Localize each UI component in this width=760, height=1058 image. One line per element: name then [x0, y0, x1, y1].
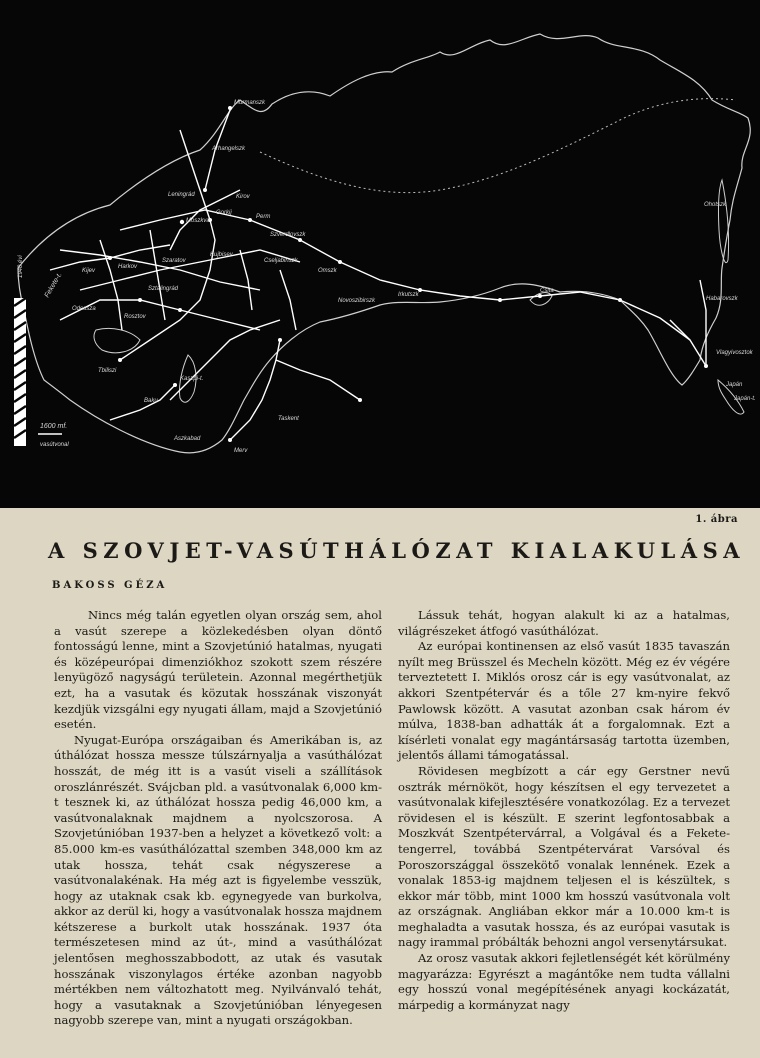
map-label-irkutszk: Irkutszk: [398, 292, 419, 298]
map-label-leningrad: Leningrád: [168, 192, 195, 198]
map-label-kirov: Kirov: [236, 194, 250, 200]
map-label-caspian: Kaszpi-t.: [180, 376, 204, 382]
map-label-merv: Merv: [234, 448, 248, 454]
map-svg: [0, 0, 760, 508]
map-label-japan: Japán: [726, 382, 743, 388]
scale-label: 1600 mf.: [40, 423, 68, 430]
paragraph: Az orosz vasutak akkori fejletlenségét két körülmény magyarázza: Egyrészt a magántőke nem tudta vállalni egy hosszú vonal megépítésének anyagi kockázatát, márpedig a kormányzat nagy: [398, 951, 730, 1012]
paragraph: Rövidesen megbízott a cár egy Gerstner nevű osztrák mérnököt, hogy készítsen el egy tervezetet a vasútvonalak kifejlesztésére vonatkozólag. Ez a tervezet rövidesen el is készült. E szerint legfontosabbak a Moszkvát Szentpétervárral, a Volgával és a Fekete-tengerrel, továbbá Szentpétervárat Varsóval és Poroszországgal összekötő vonalak lennének. Ezek a vonalak 1853-ig majdnem teljesen el is készültek, s ekkor már több, mint 1000 km hosszú vasútvonala volt az országnak. Angliában ekkor már a 10.000 km-t is meghaladta a vasutak hossza, és az európai vasutak is nagy irammal próbálták behozni angol versenytársukat.: [398, 763, 730, 950]
legend-label: vasútvonal: [40, 442, 69, 448]
sakhalin-island: [718, 180, 728, 263]
map-label-aszkabad: Aszkabad: [174, 436, 201, 442]
map-label-omszk: Omszk: [318, 268, 337, 274]
map-label-murmanszk: Murmanszk: [234, 100, 266, 106]
paragraph: Az európai kontinensen az első vasút 1835 tavaszán nyílt meg Brüsszel és Mecheln között. Még ez év végére terveztetett I. Miklós orosz cár is egy vasútvonalat, az akkori Szentpétervár és a tőle 27 km-nyire fekvő Pawlowsk között. A vasutat azonban csak három év múlva, 1838-ban adhatták át a forgalomnak. Ezt a kísérleti vonalat egy magántársaság tartotta üzemben, jelentős állami támogatással.: [398, 639, 730, 763]
article-title: A SZOVJET-VASÚTHÁLÓZAT KIALAKULÁSA: [48, 538, 746, 563]
right-column: [398, 608, 730, 1013]
map-label-harkov: Harkov: [118, 264, 138, 270]
arctic-route: [260, 99, 736, 193]
map-label-rosztov: Rosztov: [124, 314, 146, 320]
article-author: BAKOSS GÉZA: [52, 580, 168, 591]
railway-lines: [50, 110, 706, 440]
map-label-perm: Perm: [256, 214, 271, 220]
map-label-arhangelszk: Arhangelszk: [212, 146, 246, 152]
map-label-szverdlovszk: Szverdlovszk: [270, 232, 306, 238]
map-label-gorkij: Gorkij: [216, 210, 232, 216]
map-label-vladivosztok: Vlagyivosztok: [716, 350, 753, 356]
map-label-ohotszk: Ohotszk: [704, 202, 727, 208]
map-label-cseljabinszk: Cseljabinszk: [264, 258, 298, 264]
figure-label: 1. ábra: [695, 514, 738, 525]
map-label-szaratov: Szaratov: [162, 258, 186, 264]
border-label: 1940 évi: [18, 255, 24, 278]
scale-bar: [14, 298, 26, 446]
map-label-sztalingrad: Sztálingrád: [148, 286, 179, 292]
paragraph: Nincs még talán egyetlen olyan ország sem, ahol a vasút szerepe a közlekedésben olyan döntő fontosságú lenne, mint a Szovjetúnió hatalmas, nyugati és középeurópai dimenziókhoz szokott szem részére lenyügöző nagyságú területein. Azonnal megérthetjük ezt, ha a vasutak és közutak hosszának viszonyát kezdjük vizsgálni egy nyugati állam, majd a Szovjetúnió esetén.: [54, 608, 382, 732]
paragraph: Nyugat-Európa országaiban és Amerikában is, az úthálózat hossza messze túlszárnyalja a vasúthálózat hosszát, de még itt is a vasút viseli a szállítások oroszlánrészét. Svájcban pld. a vasútvonalak 6,000 km-t tesznek ki, az úthálózat hossza pedig 46,000 km, a vasútvonalaknak majdnem a nyolcszorosa. A Szovjetúnióban 1937-ben a helyzet a következő volt: a 85.000 km-es vasúthálózattal szemben 348,000 km az utak hossza, tehát csak négyszerese a vasútvonalakénak. Ha még azt is figyelembe vesszük, hogy az utaknak csak kb. egynegyede van burkolva, akkor az derül ki, hogy a vasútvonalak hossza majdnem kétszerese a burkolt utak hosszának. 1937 óta természetesen mind az út-, mind a vasúthálózat jelentősen meghosszabbodott, az utak és vasutak hosszának viszonylagos értéke azonban nagyobb mértékben nem változhatott meg. Nyilvánvaló tehát, hogy a vasutaknak a Szovjetúnióban lényegesen nagyobb szerepe van, mint a nyugati országokban.: [54, 732, 382, 1028]
black-sea: [94, 328, 140, 352]
map-label-novoszibirszk: Novoszibirszk: [338, 298, 376, 304]
left-column: [54, 608, 382, 1029]
city-dots: [108, 106, 708, 442]
map-label-csita: Csita: [540, 288, 554, 294]
coastline: [18, 34, 750, 453]
railway-network-map: [0, 0, 760, 508]
paragraph: Lássuk tehát, hogyan alakult ki az a hatalmas, világrészeket átfogó vasúthálózat.: [398, 608, 730, 638]
map-label-kijev: Kijev: [82, 268, 96, 274]
map-label-tbiliszi: Tbiliszi: [98, 368, 117, 374]
map-label-moszkva: Moszkva: [186, 218, 210, 224]
place-labels: [44, 100, 756, 454]
map-label-taskent: Taskent: [278, 416, 299, 422]
map-label-habarovszk: Habarovszk: [706, 296, 738, 302]
map-label-baku: Baku: [144, 398, 158, 404]
map-label-odessza: Odessza: [72, 306, 96, 312]
map-label-japan-sea: Japán-t.: [734, 396, 756, 402]
map-label-black-sea: Fekete-t.: [43, 271, 64, 299]
map-label-kujbisev: Kujbisev: [210, 252, 233, 258]
